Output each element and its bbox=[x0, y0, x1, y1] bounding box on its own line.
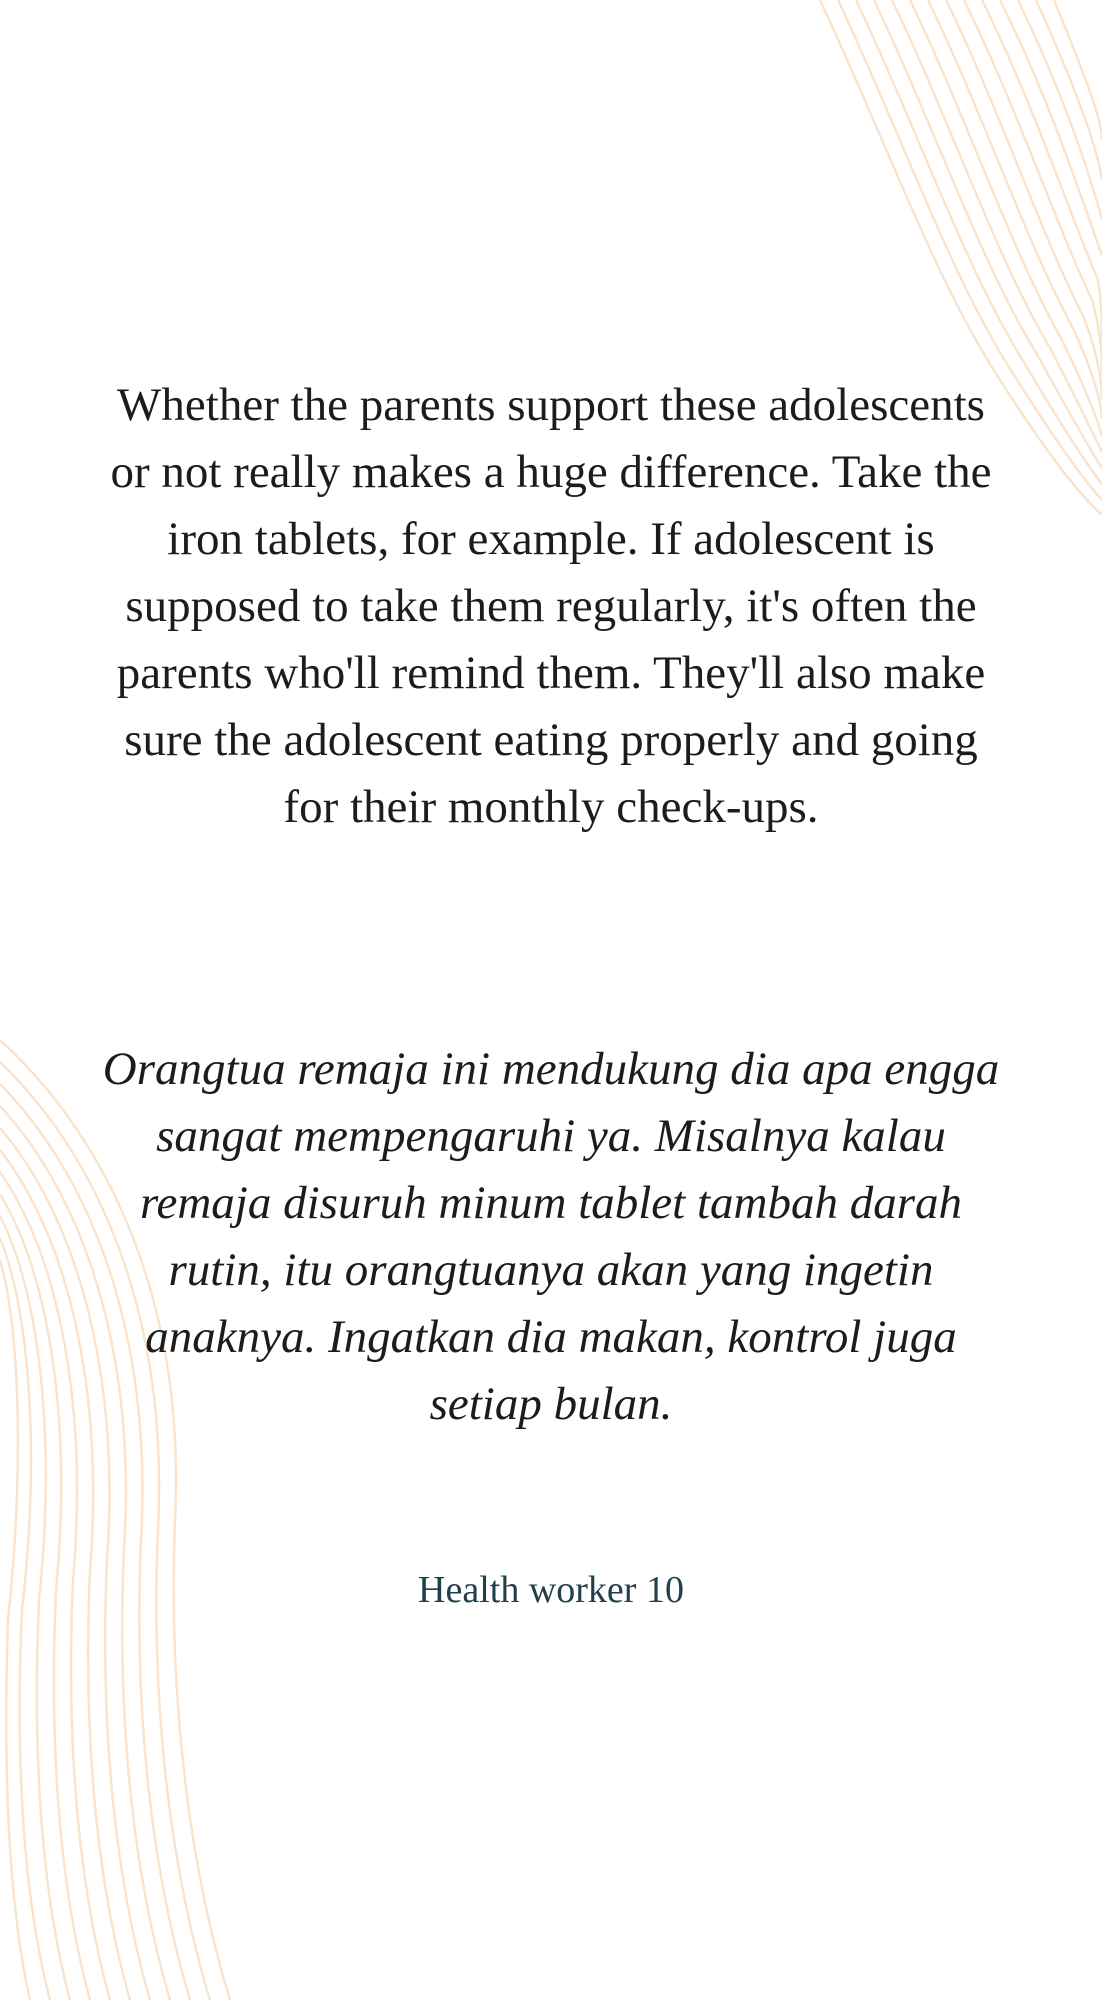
quote-indonesian: Orangtua remaja ini mendukung dia apa engga sangat mempengaruhi ya. Misalnya kalau remaja disuruh minum tablet tambah darah rutin, itu orangtuanya akan yang ingetin anaknya. Ingatkan dia makan, kontrol juga setiap bulan. bbox=[102, 1043, 1000, 1430]
quote-attribution: Health worker 10 bbox=[418, 1569, 684, 1611]
quote-english: Whether the parents support these adolescents or not really makes a huge difference. Take the iron tablets, for example. If adolescent is supposed to take them regularly, it's often the parents who'll remind them. They'll also make sure the adolescent eating properly and going for their monthly check-ups. bbox=[110, 379, 992, 833]
